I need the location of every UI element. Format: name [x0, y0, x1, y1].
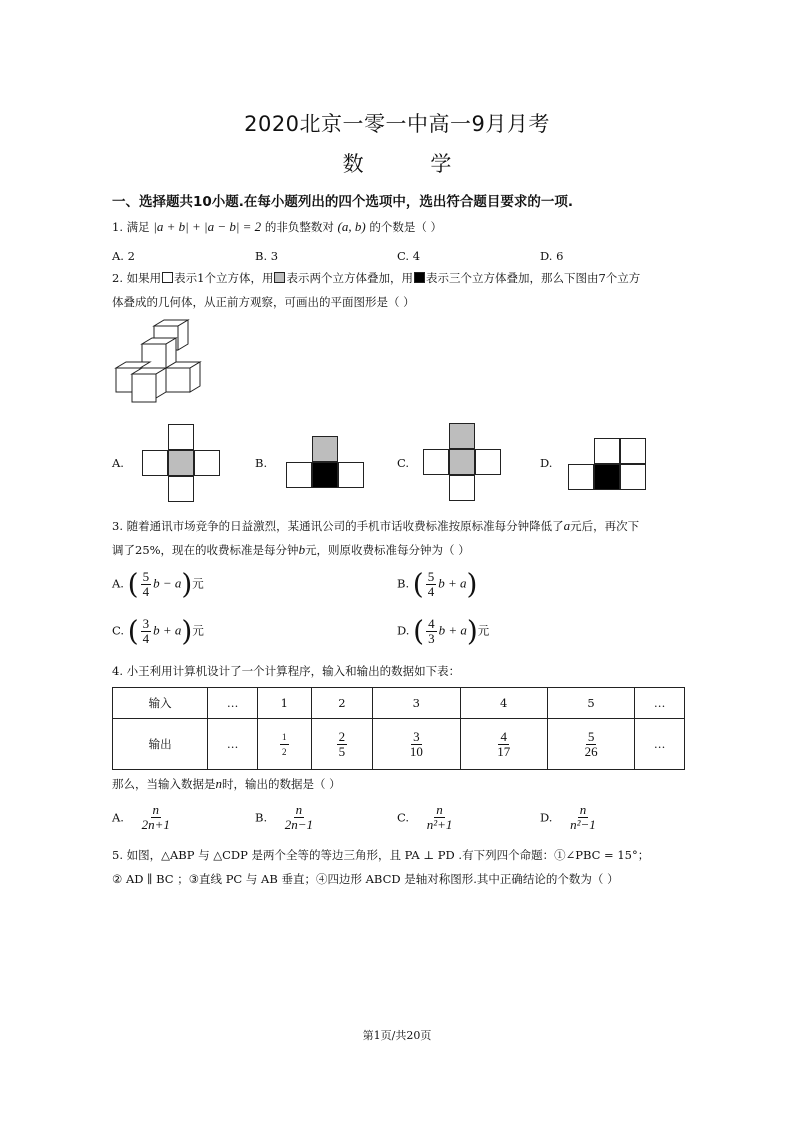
- q2-text-a: 2. 如果用: [112, 271, 162, 285]
- q1-expression: |a + b| + |a − b| = 2: [153, 219, 262, 234]
- fraction-denominator: 26: [584, 743, 598, 759]
- triple-cube-icon: [414, 272, 425, 283]
- question-5-line-2: ② AD ∥ BC ；③直线 PC 与 AB 垂直；④四边形 ABCD 是轴对称图形.其中正确结论的个数为（ ）: [112, 872, 619, 886]
- single-cube-icon: [162, 272, 173, 283]
- q2-option-a-figure: [142, 424, 222, 504]
- q3-text-c: 调了25%，现在的收费标准是每分钟: [112, 543, 299, 557]
- q3-var-a: a: [563, 518, 571, 533]
- table-cell: …: [635, 719, 685, 770]
- grid-cell: [568, 464, 594, 490]
- option-label: D.: [540, 810, 553, 825]
- page-subtitle: 数 学: [342, 152, 482, 176]
- q4-text-a: 那么，当输入数据是: [112, 777, 216, 791]
- question-1: [112, 215, 442, 239]
- fraction-numerator: n: [152, 802, 160, 817]
- q3-option-b: [397, 567, 478, 601]
- q1-option-d: D. 6: [540, 249, 564, 263]
- q1-option-a: A. 2: [112, 249, 135, 263]
- fraction-numerator: n: [295, 802, 303, 817]
- q2-text-c: 表示两个立方体叠加，用: [286, 271, 413, 285]
- q4-option-b: [255, 803, 317, 832]
- grid-cell: [312, 462, 338, 488]
- table-cell: [460, 719, 547, 770]
- q2-option-b-label: B.: [255, 456, 268, 470]
- left-paren: (: [127, 567, 139, 601]
- q3-option-d: [397, 614, 490, 648]
- fraction-numerator: 1: [280, 730, 289, 745]
- table-cell: 输出: [113, 719, 208, 770]
- section-heading: 一、选择题共10小题.在每小题列出的四个选项中，选出符合题目要求的一项.: [112, 194, 574, 210]
- q4-option-d: [540, 803, 600, 832]
- cube-stack-figure: [112, 318, 212, 404]
- option-label: C.: [112, 623, 125, 638]
- option-unit: 元: [192, 576, 204, 591]
- question-2: [112, 266, 692, 290]
- fraction-numerator: n: [579, 802, 587, 817]
- table-cell: 1: [257, 688, 311, 719]
- table-cell: …: [208, 719, 258, 770]
- grid-cell: [620, 464, 646, 490]
- grid-cell: [168, 424, 194, 450]
- option-expression: b − a: [153, 575, 182, 591]
- table-row: [113, 688, 685, 719]
- table-cell: [257, 719, 311, 770]
- q2-option-b-figure: [286, 436, 366, 490]
- grid-cell: [594, 464, 620, 490]
- table-cell: 2: [311, 688, 373, 719]
- q3-option-c: [112, 614, 204, 648]
- q4-option-c: [397, 803, 456, 832]
- q2-option-c-label: C.: [397, 456, 410, 470]
- io-table: [112, 687, 685, 770]
- table-cell: 输入: [113, 688, 208, 719]
- fraction-numerator: 4: [428, 616, 435, 631]
- q1-middle: 的非负整数对: [264, 220, 334, 234]
- table-cell: 4: [460, 688, 547, 719]
- left-paren: (: [413, 614, 425, 648]
- q2-option-d-label: D.: [540, 456, 553, 470]
- q2-option-d-figure: [568, 438, 648, 492]
- q3-var-b: b: [298, 542, 306, 557]
- fraction-numerator: 5: [587, 728, 595, 744]
- table-cell: …: [635, 688, 685, 719]
- q4-var-n: n: [215, 776, 222, 791]
- fraction-denominator: 4: [142, 584, 150, 599]
- fraction-denominator: 2: [282, 746, 287, 757]
- option-label: B.: [255, 810, 268, 825]
- fraction-numerator: 3: [413, 728, 420, 744]
- table-row: [113, 719, 685, 770]
- fraction-denominator: 17: [497, 743, 511, 759]
- option-expression: b + a: [438, 575, 467, 591]
- table-cell: [311, 719, 373, 770]
- fraction-numerator: n: [436, 802, 443, 817]
- option-expression: b + a: [438, 622, 467, 638]
- q3-text-b: 元后，再次下: [570, 519, 640, 533]
- q3-text-d: 元，则原收费标准每分钟为（ ）: [305, 543, 470, 557]
- page-title: 2020北京一零一中高一9月月考: [244, 112, 550, 136]
- grid-cell: [312, 436, 338, 462]
- q1-pair: (a, b): [337, 219, 366, 234]
- q4-option-a: [112, 803, 174, 832]
- fraction-denominator: 2n−1: [284, 817, 314, 832]
- option-label: D.: [397, 623, 410, 638]
- fraction-denominator: n²−1: [570, 817, 596, 832]
- grid-cell: [168, 450, 194, 476]
- grid-cell: [449, 423, 475, 449]
- q2-text-d: 表示三个立方体叠加，那么下图由7个立方: [425, 271, 641, 285]
- q4-text-b: 时，输出的数据是（ ）: [222, 777, 341, 791]
- right-paren: ): [466, 614, 478, 648]
- question-5: 5. 如图，△ABP 与 △CDP 是两个全等的等边三角形，且 PA ⊥ PD .有下列四个命题：①∠PBC = 15°；: [112, 848, 650, 862]
- fraction-numerator: 3: [142, 616, 150, 631]
- right-paren: ): [466, 567, 478, 601]
- q3-text-a: 3. 随着通讯市场竞争的日益激烈，某通讯公司的手机市话收费标准按原标准每分钟降低了: [112, 519, 564, 533]
- fraction-denominator: 5: [338, 743, 346, 759]
- grid-cell: [449, 449, 475, 475]
- question-3: [112, 514, 692, 538]
- grid-cell: [338, 462, 364, 488]
- option-label: A.: [112, 810, 124, 825]
- question-3-line-2: [112, 538, 470, 562]
- table-cell: …: [208, 688, 258, 719]
- page-footer: 第1页/共20页: [362, 1029, 432, 1042]
- double-cube-icon: [274, 272, 285, 283]
- q2-text-b: 表示1个立方体，用: [174, 271, 274, 285]
- table-cell: 5: [547, 688, 634, 719]
- option-unit: 元: [477, 623, 490, 638]
- right-paren: ): [181, 614, 193, 648]
- grid-cell: [142, 450, 168, 476]
- grid-cell: [620, 438, 646, 464]
- question-4-followup: [112, 772, 341, 796]
- q1-option-c: C. 4: [397, 249, 421, 263]
- table-cell: [373, 719, 460, 770]
- left-paren: (: [412, 567, 424, 601]
- fraction-denominator: 2n+1: [141, 817, 170, 832]
- left-paren: (: [127, 614, 139, 648]
- right-paren: ): [181, 567, 193, 601]
- q3-option-a: [112, 567, 204, 601]
- q1-suffix: 的个数是（ ）: [369, 220, 442, 234]
- q1-option-b: B. 3: [255, 249, 279, 263]
- grid-cell: [168, 476, 194, 502]
- q2-line-2: 体叠成的几何体，从正前方观察，可画出的平面图形是（ ）: [112, 295, 415, 309]
- fraction-numerator: 5: [427, 569, 435, 584]
- option-label: B.: [397, 576, 410, 591]
- fraction-denominator: 3: [428, 631, 435, 646]
- option-label: A.: [112, 576, 124, 591]
- option-expression: b + a: [153, 622, 182, 638]
- fraction-denominator: n²+1: [426, 817, 453, 832]
- grid-cell: [423, 449, 449, 475]
- fraction-numerator: 2: [338, 728, 346, 744]
- fraction-numerator: 5: [142, 569, 150, 584]
- fraction-numerator: 4: [500, 728, 507, 744]
- grid-cell: [475, 449, 501, 475]
- grid-cell: [594, 438, 620, 464]
- grid-cell: [286, 462, 312, 488]
- table-cell: [547, 719, 634, 770]
- option-unit: 元: [192, 623, 204, 638]
- q2-option-a-label: A.: [112, 456, 124, 470]
- question-4: 4. 小王利用计算机设计了一个计算程序，输入和输出的数据如下表：: [112, 664, 461, 678]
- table-cell: 3: [373, 688, 460, 719]
- grid-cell: [194, 450, 220, 476]
- grid-cell: [449, 475, 475, 501]
- option-label: C.: [397, 810, 410, 825]
- fraction-denominator: 10: [409, 743, 423, 759]
- fraction-denominator: 4: [427, 584, 435, 599]
- q1-prefix: 1. 满足: [112, 220, 150, 234]
- fraction-denominator: 4: [142, 631, 150, 646]
